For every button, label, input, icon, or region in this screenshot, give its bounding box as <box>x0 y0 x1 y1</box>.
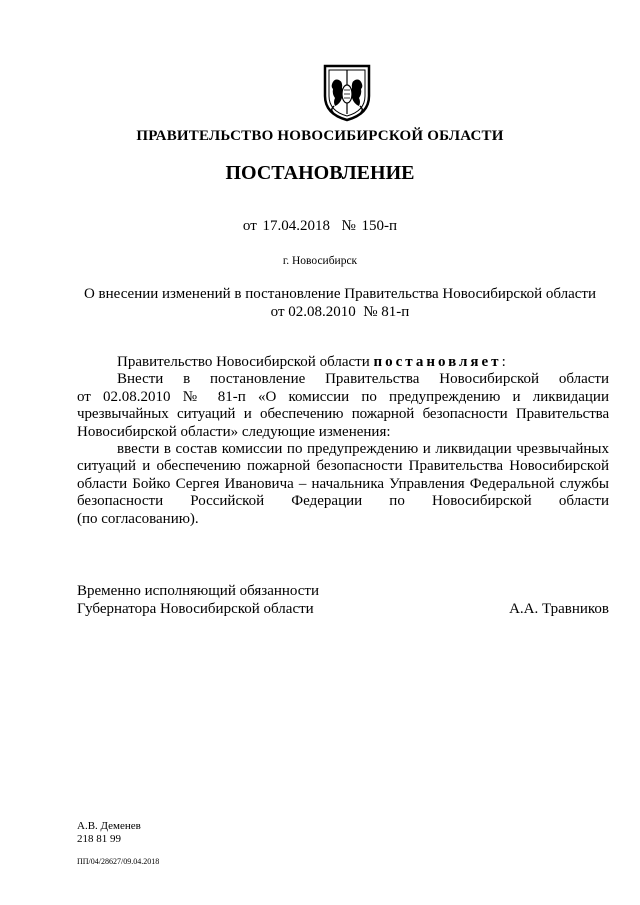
preamble-verb: постановляет <box>373 354 502 370</box>
signatory-name: А.А. Травников <box>509 601 609 617</box>
body-line: от 02.08.2010 № 81-п «О комиссии по предупреждению и ликвидации <box>77 388 609 405</box>
subject-line: от 02.08.2010 № 81-п <box>270 304 410 320</box>
body-line: области Бойко Сергея Ивановича – начальника Управления Федеральной службы <box>77 475 609 492</box>
executor-phone: 218 81 99 <box>77 833 121 845</box>
signature-block <box>77 582 609 618</box>
date-and-number: от 17.04.2018 № 150-п <box>242 218 398 234</box>
body-line: Новосибирской области» следующие изменения: <box>77 423 391 440</box>
body-line: Внести в постановление Правительства Новосибирской области <box>117 371 609 388</box>
preamble <box>77 354 609 371</box>
signatory-position: Временно исполняющий обязанности <box>77 583 320 599</box>
signatory-position: Губернатора Новосибирской области <box>77 601 314 617</box>
subject-line: О внесении изменений в постановление Правительства Новосибирской области <box>83 286 597 302</box>
executor-info <box>77 820 141 846</box>
document-registration-code: ПП/04/28627/09.04.2018 <box>77 857 160 866</box>
document-subject <box>60 285 620 321</box>
body-line: ситуаций и обеспечению пожарной безопасности Правительства Новосибирской <box>77 458 609 475</box>
executor-name: А.В. Деменев <box>77 820 141 832</box>
preamble-text: Правительство Новосибирской области <box>117 354 374 370</box>
body-line: чрезвычайных ситуаций и обеспечению пожарной безопасности Правительства <box>77 406 609 423</box>
body-line: (по согласованию). <box>77 510 199 527</box>
document-body <box>77 354 609 528</box>
body-line: безопасности Российской Федерации по Новосибирской области <box>77 493 609 510</box>
coat-of-arms-icon <box>320 62 374 122</box>
preamble-colon: : <box>501 354 506 370</box>
document-type: ПОСТАНОВЛЕНИЕ <box>225 162 415 184</box>
city: г. Новосибирск <box>282 255 358 267</box>
government-name: ПРАВИТЕЛЬСТВО НОВОСИБИРСКОЙ ОБЛАСТИ <box>136 128 504 144</box>
body-line: ввести в состав комиссии по предупреждению и ликвидации чрезвычайных <box>117 441 609 458</box>
